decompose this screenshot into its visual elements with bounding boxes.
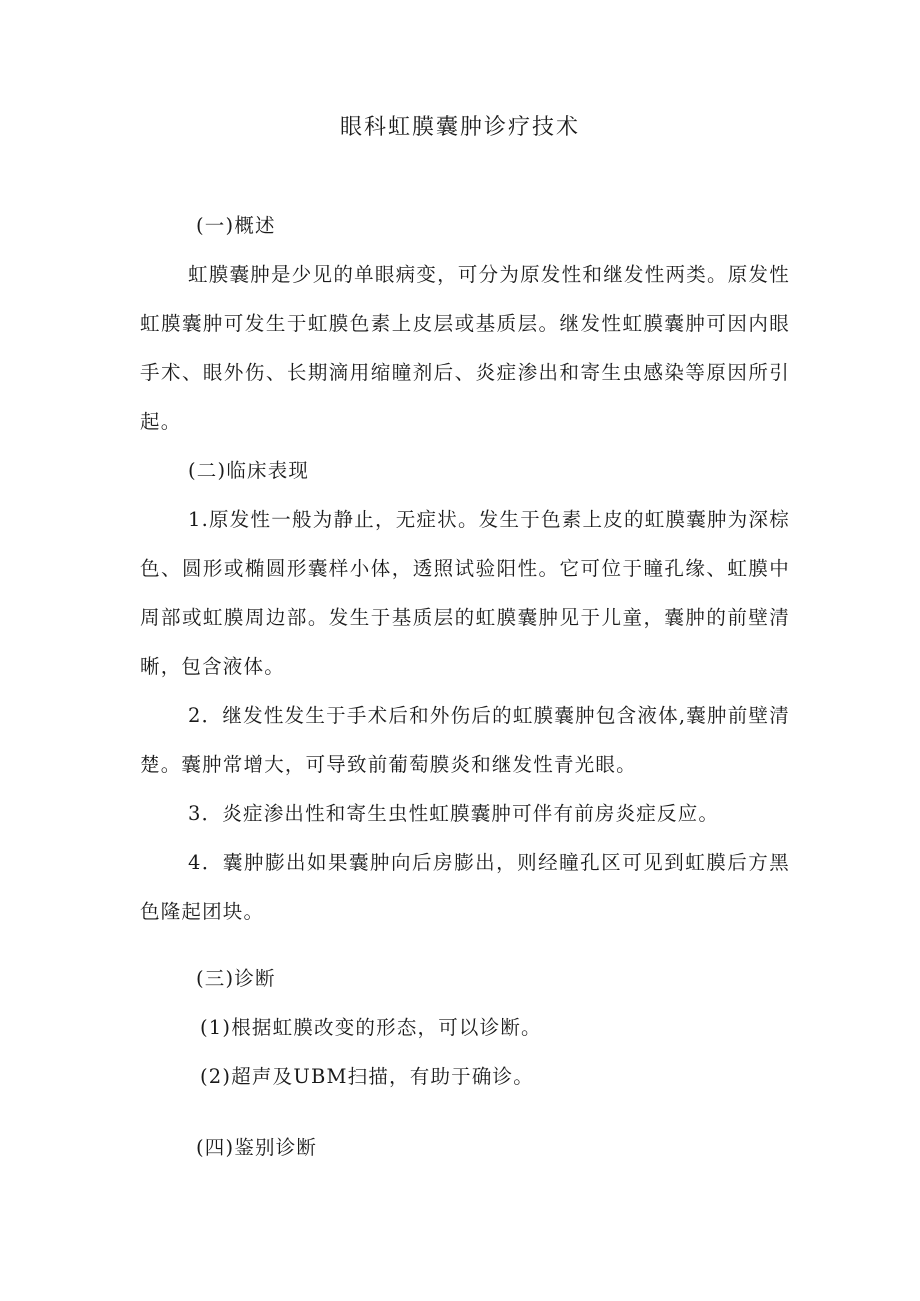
section-heading-clinical: (二)临床表现: [188, 459, 310, 482]
page-title: 眼科虹膜囊肿诊疗技术: [339, 115, 580, 140]
diagnosis-item-2: (2)超声及UBM扫描，有助于确诊。: [200, 1065, 534, 1088]
section-heading-overview: (一)概述: [196, 214, 276, 237]
diagnosis-item-1: (1)根据虹膜改变的形态，可以诊断。: [200, 1016, 542, 1039]
clinical-item-2: 2．继发性发生于手术后和外伤后的虹膜囊肿包含液体,囊肿前壁清楚。囊肿常增大，可导致前葡萄膜炎和继发性青光眼。: [140, 704, 790, 776]
clinical-item-1: 1.原发性一般为静止，无症状。发生于色素上皮的虹膜囊肿为深棕色、圆形或椭圆形囊样小体，透照试验阳性。它可位于瞳孔缘、虹膜中周部或虹膜周边部。发生于基质层的虹膜囊肿见于儿童，囊肿的前壁清晰，包含液体。: [140, 508, 790, 678]
section-heading-differential: (四)鉴别诊断: [196, 1136, 318, 1159]
clinical-item-4: 4．囊肿膨出如果囊肿向后房膨出，则经瞳孔区可见到虹膜后方黑色隆起团块。: [140, 851, 790, 923]
section-heading-diagnosis: (三)诊断: [196, 967, 276, 990]
clinical-item-3: 3．炎症渗出性和寄生虫性虹膜囊肿可伴有前房炎症反应。: [188, 802, 720, 825]
overview-paragraph: 虹膜囊肿是少见的单眼病变，可分为原发性和继发性两类。原发性虹膜囊肿可发生于虹膜色素上皮层或基质层。继发性虹膜囊肿可因内眼手术、眼外伤、长期滴用缩瞳剂后、炎症渗出和寄生虫感染等原因所引起。: [140, 263, 790, 433]
document-body: [140, 201, 790, 1172]
